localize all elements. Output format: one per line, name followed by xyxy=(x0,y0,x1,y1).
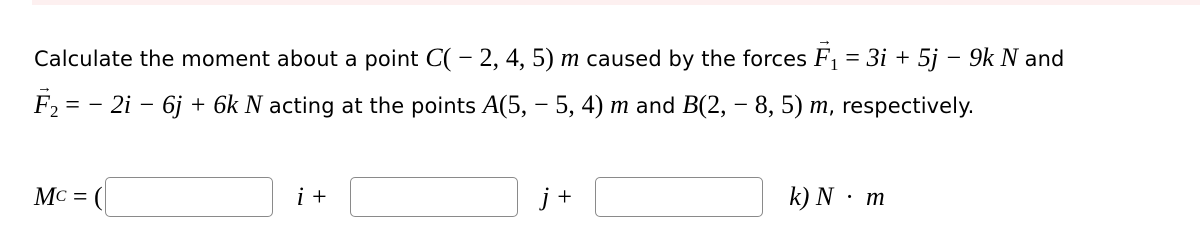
force-f1-unit: N xyxy=(993,43,1018,72)
point-a-coords: (5, − 5, 4) xyxy=(498,90,604,119)
problem-text-2: caused by the forces xyxy=(579,47,815,71)
force-f2-unit: N xyxy=(238,90,263,119)
j-component-label: j + xyxy=(541,182,574,211)
point-a-label: A xyxy=(482,90,499,119)
top-divider xyxy=(32,0,1200,5)
problem-text-3: acting at the points xyxy=(262,94,483,118)
force-f1-value: 3i + 5j − 9k xyxy=(866,43,994,72)
moment-subscript: C xyxy=(55,188,67,205)
force-f2-value: − 2i − 6j + 6k xyxy=(86,90,239,119)
problem-statement xyxy=(34,38,1184,132)
problem-text-1: Calculate the moment about a point xyxy=(34,47,426,71)
problem-text-and-2: and xyxy=(628,94,683,118)
force-f2-equals: = xyxy=(58,90,87,119)
force-f1-subscript: 1 xyxy=(830,55,839,74)
unit-m-3: m xyxy=(802,90,829,119)
answer-row xyxy=(34,175,885,219)
moment-k-input[interactable] xyxy=(595,177,763,217)
i-component-label: i + xyxy=(296,182,328,211)
force-f1-equals: = xyxy=(838,43,867,72)
moment-symbol: M xyxy=(34,182,56,211)
moment-j-input[interactable] xyxy=(350,177,518,217)
force-f2-subscript: 2 xyxy=(49,102,59,121)
dot-operator: · xyxy=(845,182,854,211)
point-c-coords: ( − 2, 4, 5) xyxy=(442,43,554,72)
force-f1-symbol: → F xyxy=(814,38,830,78)
force-f2-symbol: → F xyxy=(34,85,50,125)
k-component-unit-label: k) N xyxy=(789,182,834,211)
moment-i-input[interactable] xyxy=(105,177,273,217)
unit-m-2: m xyxy=(603,90,629,119)
equals-paren: = ( xyxy=(66,182,103,211)
problem-text-end: , respectively. xyxy=(828,94,975,118)
point-c-label: C xyxy=(425,43,443,72)
point-b-label: B xyxy=(682,90,699,119)
unit-m-label: m xyxy=(865,182,885,211)
unit-m-1: m xyxy=(553,43,580,72)
point-b-coords: (2, − 8, 5) xyxy=(698,90,803,119)
problem-text-and: and xyxy=(1017,47,1065,71)
